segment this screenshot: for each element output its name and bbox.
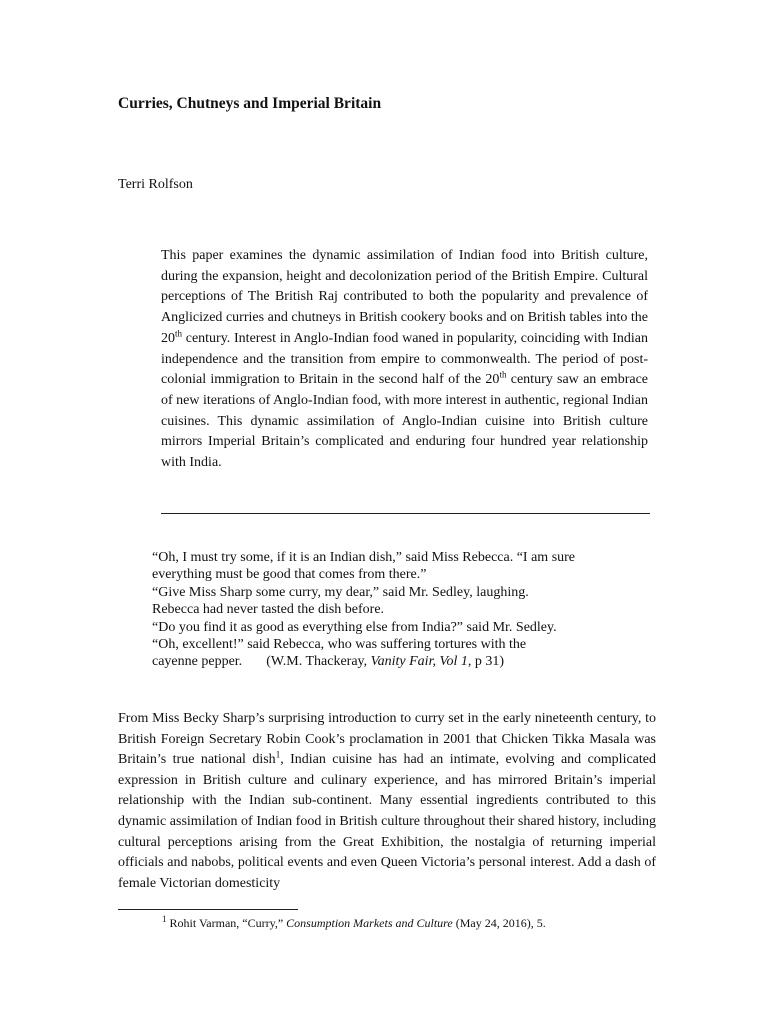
epigraph-line: “Oh, I must try some, if it is an Indian dish,” said Miss Rebecca. “I am sure (152, 550, 576, 565)
epigraph-line: “Do you find it as good as everything else from India?” said Mr. Sedley. (152, 619, 557, 635)
paper-title: Curries, Chutneys and Imperial Britain (118, 95, 382, 112)
footnote (162, 916, 546, 931)
abstract-text-2: century. Interest in Anglo-Indian food waned in popularity, coinciding with Indian independence and the transition from empire to commonwealth. The period of post-colonial immigration to Britain in the second half of the 20 (161, 330, 648, 388)
epigraph-quote (152, 549, 632, 671)
epigraph-line: “Oh, excellent!” said Rebecca, who was suffering tortures with the (152, 637, 527, 653)
abstract (161, 246, 648, 474)
body-text-2: , Indian cuisine has had an intimate, evolving and complicated expression in British culture and culinary experience, and has mirrored Britain’s imperial relationship with the Indian sub-continent. Many essential ingredients contributed to this dynamic assimilation of Indian food in British culture throughout their shared history, including cultural perceptions arising from the Great Exhibition, the nostalgia of returning imperial officials and nabobs, political events and even Queen Victoria’s personal interest. Add a dash of female Victorian domesticity (118, 752, 656, 891)
citation-open: (W.M. Thackeray, (266, 654, 371, 670)
abstract-text-3: century saw an embrace of new iterations of Anglo-Indian food, with more interest in authentic, regional Indian cuisines. This dynamic assimilation of Anglo-Indian cuisine into British culture mirrors Imperial Britain’s complicated and enduring four hundred year relationship with India. (161, 372, 649, 471)
abstract-divider (161, 513, 650, 514)
footnote-divider (118, 909, 298, 910)
abstract-text-1: This paper examines the dynamic assimilation of Indian food into British culture, during the expansion, height and decolonization period of the British Empire. Cultural perceptions of The British Raj contributed to both the popularity and prevalence of Anglicized curries and chutneys in British cookery books and on British tables into the 20 (161, 248, 648, 346)
body-paragraph (118, 709, 656, 894)
footnote-journal: Consumption Markets and Culture (286, 916, 453, 930)
epigraph-line: “Give Miss Sharp some curry, my dear,” said Mr. Sedley, laughing. (152, 584, 529, 600)
citation-close: , p 31) (467, 654, 505, 670)
body-text-1: From Miss Becky Sharp’s surprising introduction to curry set in the early nineteenth century, to British Foreign Secretary Robin Cook’s proclamation in 2001 that Chicken Tikka Masala was Britain’s true national dish (118, 711, 656, 768)
epigraph-line: Rebecca had never tasted the dish before. (152, 602, 385, 618)
footnote-number: 1 (162, 914, 167, 924)
epigraph-last-text: cayenne pepper. (152, 654, 243, 670)
citation-book-title: Vanity Fair, Vol 1 (370, 654, 468, 670)
ordinal-suffix: th (499, 369, 507, 380)
footnote-text-end: (May 24, 2016), 5. (452, 916, 546, 930)
epigraph-citation (266, 654, 504, 669)
footnote-text-start: Rohit Varman, “Curry,” (166, 916, 287, 930)
author-name: Terri Rolfson (118, 177, 193, 192)
epigraph-line: everything must be good that comes from there.” (152, 567, 427, 583)
ordinal-suffix: th (175, 328, 183, 339)
footnote-reference: 1 (275, 749, 281, 760)
epigraph-line (152, 653, 632, 670)
